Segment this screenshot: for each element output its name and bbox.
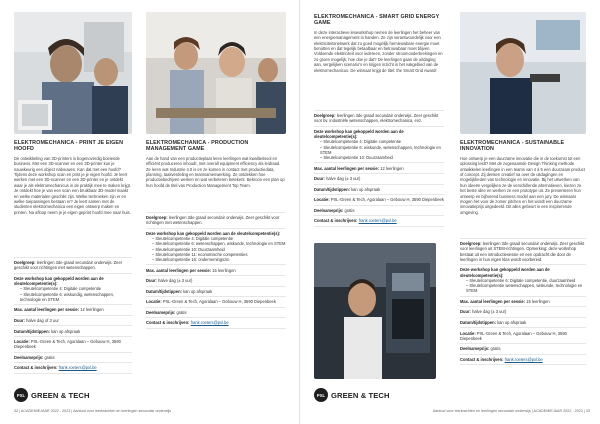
max-row: Max. aantal leerlingen per sessie: 15 leerlingen: [146, 265, 286, 276]
competentie-list: [314, 139, 444, 160]
contact-email-link[interactable]: frank.roeters@pxl.be: [58, 365, 97, 371]
competentie-list: [146, 236, 286, 262]
list-item: – Sleutelcompetentie 6: wiskunde, wetenschappen, technologie en STEM: [320, 145, 444, 155]
competentie-list: [460, 278, 586, 294]
locatie-row: Locatie: PXL-Green & Tech, Agoralaan – Gebouw H, 3590 Diepenbeek: [314, 195, 444, 206]
duur-row: Duur: halve dag (± 3 uur): [146, 276, 286, 287]
page-footer-left: 32 | ACADEMIEJAAR 2022 - 2023 | Aanbod voor leerkrachten en leerlingen secundair onderwijs: [14, 409, 172, 413]
article-body: De ontwikkeling van 3D-printers is bogenoverdig boeiende business. Met een 3D-scanner en een 3D-printer kun je nauwkeurig een object nabouwen. Kan dat met een hoofd? Tijdens deze workshop scan en print je je eigen hoofd. Je leert werken met een 3D-scanner en een 3D-printer en je ontdekt waar je als elektromechanicus in de praktijk mee te maken krijgt. Je ontdekt hoe je van een scan een bruikbaar 3D-model maakt en welke materialen geschikt zijn. Welke technieken zijn er en welke toepassingen bestaan er? Je leert samen met de studenten elektromechanica een eigen ontwerp maken en printen. Na afloop neem je je eigen geprint hoofd mee naar huis.: [14, 155, 131, 215]
list-item: – Sleutelcompetentie wetenschappen, wiskunde, technologie en STEM: [466, 283, 586, 293]
contact-email-link[interactable]: frank.roeters@pxl.be: [358, 218, 397, 224]
deelname-row: Deelnameprijs: gratis: [146, 308, 286, 319]
article-production-game-info: [146, 212, 286, 329]
competenties-row: Deze workshop kan gekoppeld worden aan de sleutelcompetentie(s): – Sleutelcompetentie 4: Digitale competentie – Sleutelcompetentie 6: wetenschappen, wiskunde, technologie en STEM – Sleutelcompetentie 10: Duurzaamheid – Sleutelcompetentie 11: economische competenties – Sleutelcompetentie 16: ondernemingszin: [146, 229, 286, 266]
duur-row: Duur: halve dag (± 3 uur): [314, 174, 444, 185]
list-item: – Sleutelcompetentie 6: wiskundig, wetenschappen, technologie en STEM: [20, 292, 132, 302]
duur-row: Duur: halve dag of 3 uur: [14, 316, 132, 327]
list-item: – Sleutelcompetentie 10: Duurzaamheid: [320, 155, 444, 160]
article-sustainable-innovation: [460, 140, 586, 215]
doelgroep-row: Doelgroep: leerlingen 3de graad secundair onderwijs. Zeer geschikt voor leerlingen uit STEM-richtingen. Opmerking: deze workshop bestaat uit een introductiesessie en een opdracht die door de leerlingen in hun eigen klas wordt voorbereid.: [460, 238, 586, 265]
article-title: ELEKTROMECHANICA - SUSTAINABLE INNOVATION: [460, 140, 565, 153]
doelgroep-row: Doelgroep: leerlingen 3de graad secundair onderwijs. Zeer geschikt voor bv. industriële wetenschappen, elektromechanica, enz.: [314, 110, 444, 127]
photo-smart-grid-player: [460, 12, 586, 134]
competenties-row: Deze workshop kan gekoppeld worden aan de sleutelcompetentie(s): – Sleutelcompetentie 4: Digitale competentie – Sleutelcompetentie 6: wiskunde, wetenschappen, technologie en STEM – Sleutelcompetentie 10: Duurzaamheid: [314, 127, 444, 164]
list-item: – Sleutelcompetentie 16: ondernemingszin: [152, 257, 286, 262]
article-title: ELEKTROMECHANICA - SMART GRID ENERGY GAME: [314, 14, 440, 27]
pxl-logo-badge: PXL: [14, 388, 28, 402]
list-item: – Sleutelcompetentie 4: Digitale competentie: [320, 139, 444, 144]
list-item: – Sleutelcompetentie 4: Digitale competentie: [152, 236, 286, 241]
max-row: Max. aantal leerlingen per sessie: 12 leerlingen: [14, 305, 132, 316]
duur-row: Duur: halve dag (± 3 uur): [460, 307, 586, 318]
contact-row: Contact & inschrijven: frank.roeters@pxl.be: [14, 363, 132, 374]
doelgroep-row: Doelgroep: leerlingen 3de graad secundair onderwijs. Zeer geschikt voor richtingen met wetenschappen.: [14, 257, 132, 274]
contact-row: Contact & inschrijven: frank.roeters@pxl.be: [146, 318, 286, 329]
article-title: ELEKTROMECHANICA - PRODUCTION MANAGEMENT GAME: [146, 140, 249, 153]
article-body: In deze interactieve lesworkshop nemen de leerlingen het beheer van een energiemanagement in handen. Ze zijn verantwoordelijk voor een elektriciteitsnetwerk dat zo goed mogelijk hernieuwbare energie moet benutten en dat tegelijk betaalbaar en betrouwbaar moet blijven. Voldoende elektriciteit voor iedereen, zonder stroomonderbrekingen en zo groen mogelijk: hoe doe je dat? De leerlingen gaan de uitdaging aan, vergelijken scenario's en krijgen inzicht in het vakgebied van de elektromechanicus. De winnaar krijgt de titel: the Smart Grid Award!: [314, 29, 443, 73]
pxl-logo-badge: PXL: [314, 388, 328, 402]
article-title: ELEKTROMECHANICA - PRINT JE EIGEN HOOFD: [14, 140, 124, 153]
list-item: – Sleutelcompetentie 6: wetenschappen, wiskunde, technologie en STEM: [152, 241, 286, 246]
article-sustainable-innovation-info: [460, 238, 586, 365]
max-row: Max. aantal leerlingen per sessie: 12 leerlingen: [314, 163, 444, 174]
datum-row: Datum/tijdstippen: kan op afspraak: [14, 326, 132, 337]
article-production-game: [146, 140, 286, 188]
competentie-list: [14, 286, 132, 302]
deelname-row: Deelnameprijs: gratis: [460, 344, 586, 355]
datum-row: Datum/tijdstippen: kan op afspraak: [146, 287, 286, 298]
logo-wordmark: GREEN & TECH: [331, 390, 390, 400]
right-page: [300, 0, 600, 424]
contact-row: Contact & inschrijven: frank.roeters@pxl.be: [460, 355, 586, 366]
datum-row: Datum/tijdstippen: kan op afspraak: [314, 185, 444, 196]
contact-row: Contact & inschrijven: frank.roeters@pxl.be: [314, 216, 444, 227]
photo-3d-printing-students: [14, 12, 132, 134]
article-smart-grid-info: [314, 110, 444, 227]
deelname-row: Deelnameprijs: gratis: [14, 353, 132, 364]
list-item: – Sleutelcompetentie 6: Digitale competentie, duurzaamheid: [466, 278, 586, 283]
list-item: – Sleutelcompetentie 10: Duurzaamheid: [152, 247, 286, 252]
deelname-row: Deelnameprijs: gratis: [314, 206, 444, 217]
competenties-row: Deze workshop kan gekoppeld worden aan de sleutelcompetentie(s): – Sleutelcompetentie 6: Digitale competentie, duurzaamheid – Sleutelcompetentie wetenschappen, wiskunde, technologie en STEM: [460, 265, 586, 296]
photo-production-game-team: [146, 12, 286, 134]
pxl-green-tech-logo: [14, 388, 90, 402]
article-smart-grid: [314, 14, 444, 73]
pxl-green-tech-logo: [314, 388, 390, 402]
article-print-hoofd: [14, 140, 132, 215]
locatie-row: Locatie: PXL-Green & Tech, Agoralaan – Gebouw H, 3590 Diepenbeek: [14, 337, 132, 353]
list-item: – Sleutelcompetentie 4: Digitale competentie: [20, 286, 132, 291]
article-body: Aan de hand van een productieplaat leren leerlingen wat kwaliteitsvol en efficiënt produceren inhoudt, met overall equipment efficiency als leidraad. Ze leren wat Industrie 4.0 is en ze komen in contact met productiedata, planning, taakverdeling en teamsamenwerking. Ze ontdekken hoe productiebedrijven werken en wat verbeteren betekent. Bekroon een plan op hun hoofd de titel van Production Management Top Team.: [146, 155, 285, 188]
locatie-row: Locatie: PXL-Green & Tech, Agoralaan – Gebouw H, 3590 Diepenbeek: [146, 297, 286, 308]
page-footer-right: Aanbod voor leerkrachten en leerlingen secundair onderwijs | ACADEMIEJAAR 2022 - 2023 | 33: [432, 409, 590, 413]
datum-row: Datum/tijdstippen: kan op afspraak: [460, 318, 586, 329]
contact-email-link[interactable]: frank.roeters@pxl.be: [190, 320, 229, 326]
max-row: Max. aantal leerlingen per sessie: 15 leerlingen: [460, 297, 586, 308]
photo-lab-machine: [314, 243, 436, 379]
article-body: Hoe ontwerp je een duurzame innovatie die in de toekomst tot een oplossing leidt? Met de zogenaamde Design Thinking methode ontwikkelen leerlingen in een teams van 4 à 5 een duurzaam product of concept. Zij denken creatief na over de uitdagingen en mogelijkheden van technologie en innovatie. Bij het uitwerken van hun ideeën vergelijken ze de verschillende alternatieven, kiezen ze het beste idee en werken ze een prototype uit. Ze presenteren hun ontwerp en bijhorend business model aan een jury. De winnaars mogen het voor de zomer pitchen en het wordt een duurzame innovatieprijs uitgedeeld. Dit alles gebeurt in een inspirerende omgeving.: [460, 155, 585, 215]
list-item: – Sleutelcompetentie 11: economische competenties: [152, 252, 286, 257]
competenties-row: Deze workshop kan gekoppeld worden aan de sleutelcompetentie(s): – Sleutelcompetentie 4: Digitale competentie – Sleutelcompetentie 6: wiskundig, wetenschappen, technologie en STEM: [14, 274, 132, 305]
logo-wordmark: GREEN & TECH: [31, 390, 90, 400]
doelgroep-row: Doelgroep: leerlingen 3de graad secundair onderwijs. Zeer geschikt voor richtingen met wetenschappen.: [146, 212, 286, 229]
article-print-hoofd-info: [14, 257, 132, 374]
contact-email-link[interactable]: frank.roeters@pxl.be: [504, 356, 543, 362]
locatie-row: Locatie: PXL-Green & Tech, Agoralaan – Gebouw H, 3590 Diepenbeek: [460, 328, 586, 344]
